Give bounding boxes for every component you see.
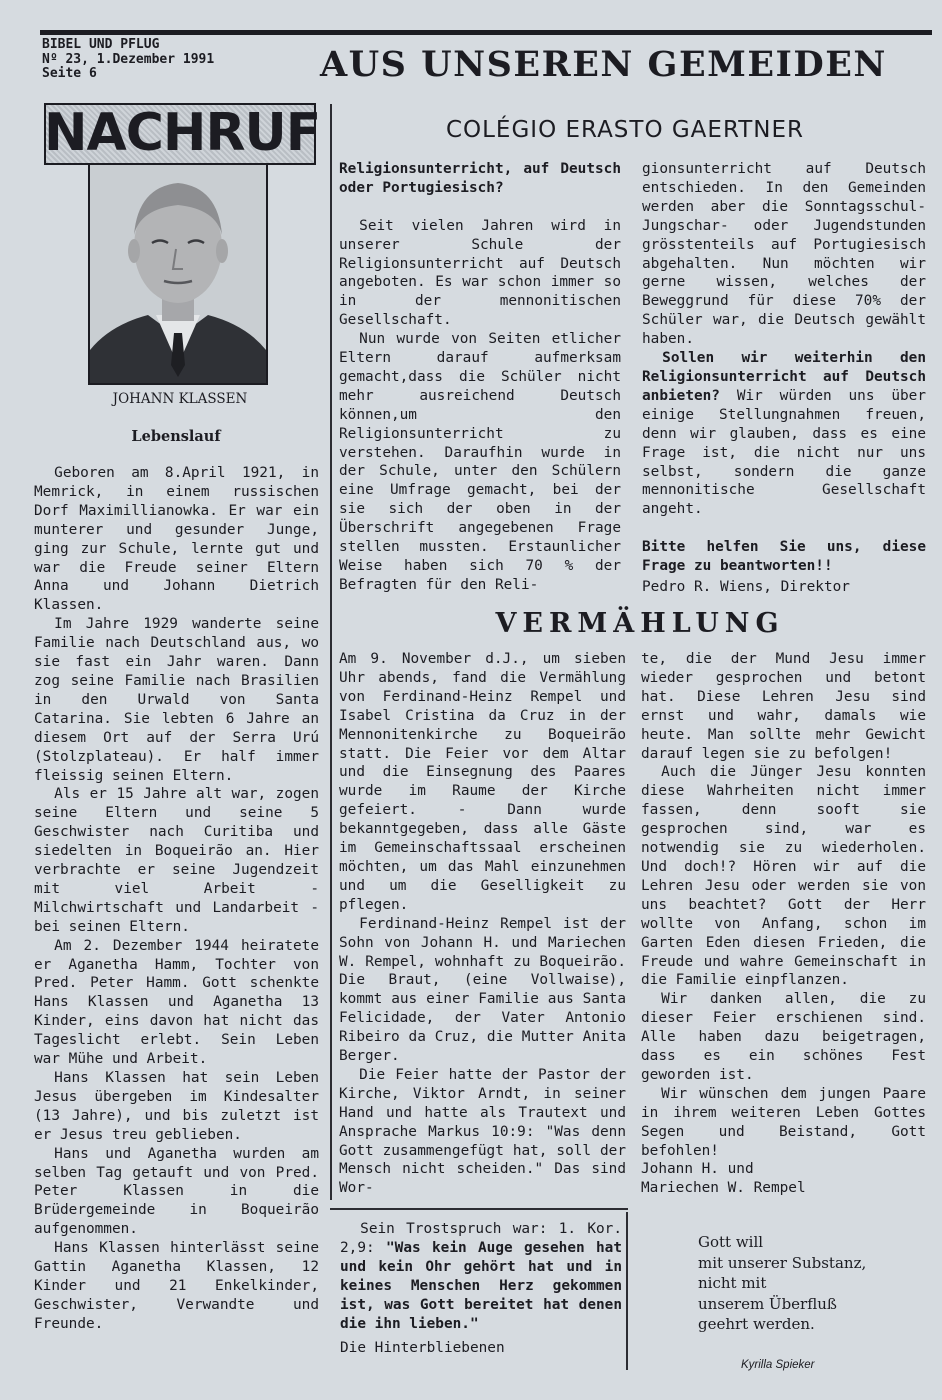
trost-box-rule: [330, 1208, 628, 1210]
college-bold-question: Sollen wir weiterhin den Religionsunterricht auf Deutsch anbieten?: [642, 350, 926, 404]
masthead-publication: BIBEL UND PFLUG: [42, 37, 160, 52]
masthead-issue-date: Nº 23, 1.Dezember 1991: [42, 51, 215, 67]
wedding-signature-line-2: Mariechen W. Rempel: [641, 1180, 806, 1197]
obituary-paragraph: Am 2. Dezember 1944 heiratete er Aganetha Hamm, Tochter von Pred. Peter Hamm. Gott schenkte Hans Klassen und Aganetha 13 Kinder, eins davon hat nicht das Tageslicht erlebt. Sein Leben war Mühe und Arbeit.: [34, 937, 319, 1068]
obituary-paragraph: Hans und Aganetha wurden am selben Tag getauft und von Pred. Peter Klassen in die Brüdergemeinde in Boqueirão aufgenommen.: [34, 1145, 319, 1238]
obituary-paragraph: Geboren am 8.April 1921, in Memrick, in einem russischen Dorf Maximillianowka. Er war ein munterer und gesunder Junge, ging zur Schule, lernte gut und war die Freude seiner Eltern Anna und Johann Dietrich Klassen.: [34, 465, 319, 614]
trost-verse: "Was kein Auge gesehen hat und kein Ohr gehört hat und in keines Menschen Herz gekommen ist, was Gott bereitet hat denen die ihn lieben.": [340, 1239, 623, 1332]
masthead-page: Seite 6: [42, 66, 97, 81]
section-title: AUS UNSEREN GEMEIDEN: [320, 44, 887, 85]
wedding-paragraph: Ferdinand-Heinz Rempel ist der Sohn von Johann H. und Mariechen W. Rempel, wohnhaft zu Boqueirão. Die Braut, (eine Vollwaise), kommt aus einer Familie aus Santa Felicidade, der Vater Antonio Ribeiro da Cruz, die Mutter Anita Berger.: [339, 915, 626, 1065]
header-rule: [40, 30, 932, 35]
trost-signature: Die Hinterbliebenen: [340, 1340, 505, 1357]
college-paragraph: Nun wurde von Seiten etlicher Eltern darauf aufmerksam gemacht,dass die Schüler nicht mehr ausreichend Deutsch können,um den Religionsunterricht zu verstehen. Daraufhin wurde in der Schule, unter den Schülern eine Umfrage gemacht, bei der sie sich der oben in der Überschrift angegebenen Frage stellen mussten. Erstaunlicher Weise haben sich 70 % der Befragten für den Reli-: [339, 331, 621, 593]
portrait-caption: JOHANN KLASSEN: [112, 391, 248, 407]
wedding-article-column-2: [641, 650, 926, 1198]
college-article-column-1: [339, 160, 621, 595]
obituary-paragraph: Als er 15 Jahre alt war, zogen seine Eltern und seine 5 Geschwister nach Curitiba und siedelten in Boqueirão an. Hier verbrachte er seine Jugendzeit mit viel Arbeit - Milchwirtschaft und Landarbeit - bei seinen Eltern.: [34, 786, 319, 935]
wedding-paragraph: Wir wünschen dem jungen Paare in ihrem weiteren Leben Gottes Segen und Beistand, Gott befohlen!: [641, 1085, 926, 1159]
wedding-paragraph: Am 9. November d.J., um sieben Uhr abends, fand die Vermählung von Ferdinand-Heinz Rempel und Isabel Cristina da Cruz in der Mennonitenkirche zu Boqueirão statt. Die Feier vor dem Altar und die Einsegnung des Paares wurde im Raume der Kirche gefeiert. - Dann wurde bekanntgegeben, dass alle Gäste im Gemeinschaftssaal erscheinen möchten, um das Mahl einzunehmen und um die Geselligkeit zu pflegen.: [339, 651, 626, 913]
portrait-illustration: [90, 165, 266, 383]
college-paragraph-tail: Wir würden uns über einige Stellungnahmen freuen, denn wir glauben, dass es eine Frage ist, die nicht nur uns selbst, sondern die ganze mennonitische Gesellschaft angeht.: [642, 387, 926, 518]
obituary-paragraph: Im Jahre 1929 wanderte seine Familie nach Deutschland aus, wo sie fast ein Jahr waren. Dann zog seine Familie nach Brasilien in den Urwald von Santa Catarina. Sie lebten 6 Jahre an diesem Ort auf der Serra Urú (Stolzplateau). Er half immer fleissig seinen Eltern.: [34, 616, 319, 784]
quote-line: unserem Überfluß: [698, 1294, 837, 1313]
column-divider: [330, 104, 332, 1200]
quote-line: geehrt werden.: [698, 1315, 815, 1333]
college-appeal: Bitte helfen Sie uns, diese Frage zu beantworten!!: [642, 539, 926, 575]
obituary-subtitle: Lebenslauf: [131, 428, 221, 445]
trost-text: [340, 1220, 622, 1333]
trost-intro: Sein Trostspruch war: 1. Kor. 2,9:: [340, 1221, 622, 1256]
obituary-text: [34, 464, 319, 1334]
college-article-column-2: [642, 160, 926, 597]
quote-author: Kyrilla Spieker: [741, 1359, 815, 1371]
wedding-paragraph: Auch die Jünger Jesu konnten diese Wahrheiten nicht immer fassen, denn sooft sie gesprochen sind, war es notwendig sie zu wiederholen. Und doch!? Hören wir auf die Lehren Jesu oder werden sie von uns beachtet? Gott der Herr wollte von Anfang, schon im Garten Eden diesen Frieden, die Freude und wahre Gemeinschaft in die Familie einpflanzen.: [641, 764, 926, 989]
wedding-paragraph: te, die der Mund Jesu immer wieder gesprochen und betont hat. Diese Lehren Jesu sind ernst und wahr, damals wie heute. Man sollte mehr Gewicht darauf legen sie zu befolgen!: [641, 651, 926, 762]
trost-box-divider: [626, 1212, 628, 1370]
wedding-signature-line-1: Johann H. und: [641, 1161, 754, 1178]
wedding-paragraph: Wir danken allen, die zu dieser Feier erschienen sind. Alle haben dazu beigetragen, dass es ein schönes Fest geworden ist.: [641, 991, 926, 1083]
college-paragraph: Seit vielen Jahren wird in unserer Schule der Religionsunterricht auf Deutsch angeboten. Es war schon immer so in der mennonitischen Gesellschaft.: [339, 217, 621, 329]
masthead: [42, 38, 214, 82]
college-signature: Pedro R. Wiens, Direktor: [642, 578, 850, 595]
wedding-article-column-1: [339, 650, 626, 1198]
obituary-paragraph: Hans Klassen hinterlässt seine Gattin Aganetha Klassen, 12 Kinder und 21 Enkelkinder, Geschwister, Verwandte und Freunde.: [34, 1240, 319, 1332]
college-paragraph-with-question: [642, 349, 926, 519]
quote-line: nicht mit: [698, 1274, 767, 1292]
wedding-article-title: VERMÄHLUNG: [495, 608, 785, 639]
trost-block: [340, 1220, 622, 1358]
quote-line: Gott will: [698, 1233, 764, 1251]
quote-block: [698, 1232, 918, 1335]
portrait-photo: [88, 163, 268, 385]
college-article-title: COLÉGIO ERASTO GAERTNER: [445, 117, 805, 143]
quote-line: mit unserer Substanz,: [698, 1253, 867, 1272]
wedding-paragraph: Die Feier hatte der Pastor der Kirche, Viktor Arndt, in seiner Hand und hatte als Trautext und Ansprache Markus 10:9: "Was denn Gott zusammengefügt hat, soll der Mensch nicht scheiden." Das sind Wor-: [339, 1066, 626, 1197]
college-question-heading: Religionsunterricht, auf Deutsch oder Portugiesisch?: [339, 161, 621, 196]
obituary-paragraph: Hans Klassen hat sein Leben Jesus übergeben im Kindesalter (13 Jahre), und bis zuletzt ist er Jesus treu geblieben.: [34, 1070, 319, 1143]
college-paragraph: gionsunterricht auf Deutsch entschieden. In den Gemeinden werden aber die Sonntagsschul-Jungschar- oder Jugendstunden grösstenteils auf Portugiesisch abgehalten. Nun möchten wir gerne wissen, welches der Beweggrund für diese 70% der Schüler war, die Deutsch gewählt haben.: [642, 161, 926, 348]
obituary-heading: NACHRUF: [44, 103, 321, 163]
